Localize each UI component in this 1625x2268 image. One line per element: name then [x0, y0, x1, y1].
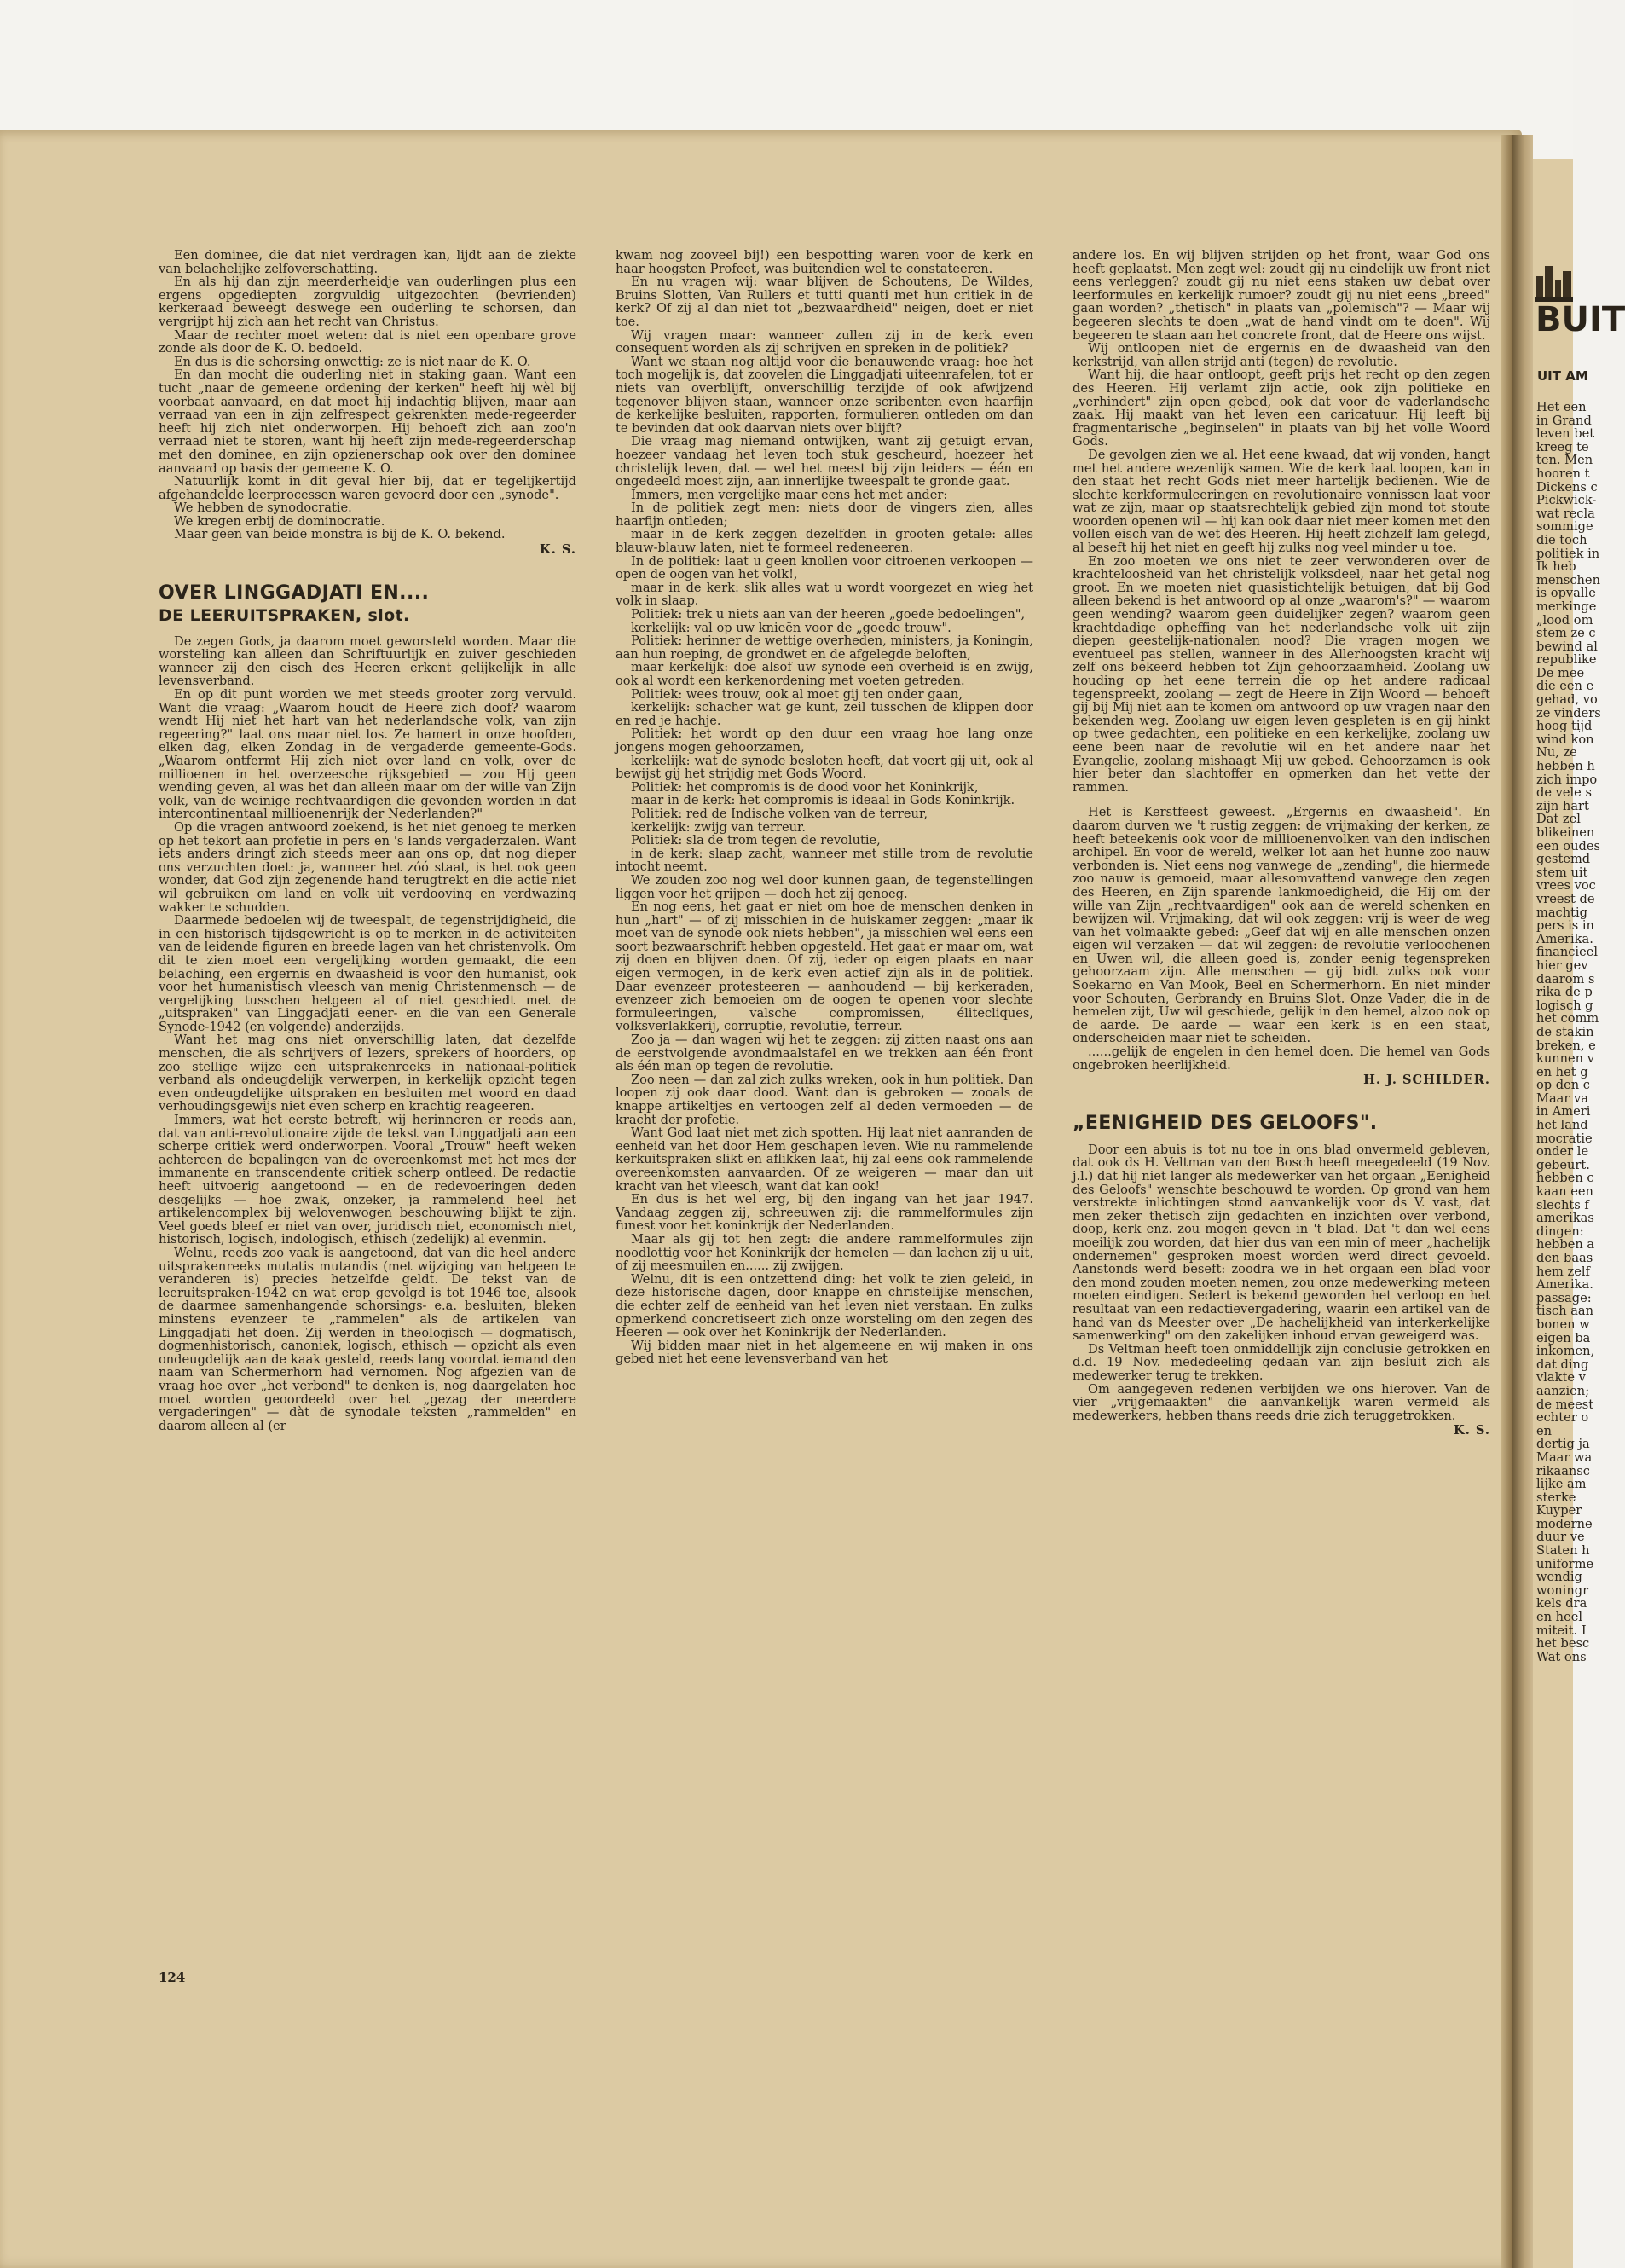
column-right: [1073, 249, 1490, 1929]
paragraph: maar in de kerk zeggen dezelfden in grooten getale: alles blauw-blauw laten, niet te formeel redeneeren.: [616, 527, 1033, 556]
edge-text-line: Amerika.: [1536, 1277, 1593, 1293]
edge-text-line: pers is in: [1536, 918, 1594, 934]
paragraph: Wij bidden maar niet in het algemeene en wij maken in ons gebed niet het eene levensverband van het: [616, 1338, 1033, 1367]
paragraph: Die vraag mag niemand ontwijken, want zij getuigt ervan, hoezeer vandaag het leven toch stuk gescheurd, hoezeer het christelijk leven, dat — wel het meest bij zijn leiders — één en ongedeeld moest zijn, aan innerlijke tweespalt te gronde gaat.: [616, 434, 1033, 489]
edge-text-line: de vele s: [1536, 785, 1592, 801]
edge-text-line: Pickwick-: [1536, 493, 1597, 508]
edge-text-line: hebben c: [1536, 1171, 1594, 1186]
edge-text-line: zich impo: [1536, 772, 1598, 787]
page-number: 124: [159, 1970, 186, 1985]
paragraph: Maar als gij tot hen zegt: die andere rammelformules zijn noodlottig voor het Koninkrijk der hemelen — dan lachen zij u uit, of zij meesmuilen en...... zij zwijgen.: [616, 1231, 1033, 1274]
edge-text-line: de stakin: [1536, 1024, 1594, 1039]
edge-text-line: wind kon: [1536, 732, 1594, 747]
edge-text-line: kels dra: [1536, 1596, 1587, 1611]
paragraph: Maar geen van beide monstra is bij de K. O. bekend.: [174, 527, 506, 542]
paragraph: En als hij dan zijn meerderheidje van ouderlingen plus een ergens opgediepten zorgvuldig uitgezochten (bevrienden) kerkeraad beweegt deswege een ouderling te schorsen, dan vergrijpt hij zich aan het recht van Christus.: [159, 275, 576, 329]
edge-text-line: onder le: [1536, 1144, 1589, 1160]
edge-text-line: rika de p: [1536, 985, 1593, 1000]
paragraph: kerkelijk: schacher wat ge kunt, zeil tusschen de klippen door en red je hachje.: [616, 700, 1033, 728]
edge-text-line: republike: [1536, 652, 1597, 668]
signature: K. S.: [1454, 1423, 1490, 1438]
article-body: [159, 635, 576, 1433]
edge-text-line: vlakte v: [1536, 1370, 1586, 1386]
edge-text-line: leven bet: [1536, 426, 1595, 442]
edge-text-line: Kuyper: [1536, 1503, 1582, 1519]
edge-text-line: gestemd: [1536, 852, 1591, 867]
skyline-icon: [1535, 259, 1573, 302]
masthead-title: BUIT: [1535, 300, 1625, 339]
edge-text-line: wendig: [1536, 1570, 1582, 1585]
paragraph: maar in de kerk: slik alles wat u wordt voorgezet en wieg het volk in slaap.: [616, 580, 1033, 609]
edge-text-line: kaan een: [1536, 1184, 1593, 1200]
edge-text-line: De mee: [1536, 665, 1585, 680]
edge-text-line: een oudes: [1536, 838, 1600, 853]
edge-text-line: het land: [1536, 1118, 1588, 1133]
paragraph: Welnu, dit is een ontzettend ding: het volk te zien geleid, in deze historische dagen, door knappe en christelijke menschen, die echter zelf de eenheid van het leven niet verstaan. En zulks opmerkend concretiseert zich onze worsteling om den zegen des Heeren — ook over het Koninkrijk der Nederlanden.: [616, 1271, 1033, 1340]
edge-text-line: Nu, ze: [1536, 745, 1577, 761]
paragraph: maar in de kerk: het compromis is ideaal in Gods Koninkrijk.: [631, 793, 1015, 808]
edge-text-line: bewind al: [1536, 639, 1598, 654]
edge-text-line: zijn hart: [1536, 798, 1589, 813]
paragraph: in de kerk: slaap zacht, wanneer met stille trom de revolutie intocht neemt.: [616, 846, 1033, 875]
edge-text-line: hebben a: [1536, 1237, 1595, 1253]
edge-text-line: die een e: [1536, 679, 1594, 694]
article-title: OVER LINGGADJATI EN....: [159, 581, 430, 604]
paragraph: Wij ontloopen niet de ergernis en de dwaasheid van den kerkstrijd, van allen strijd anti (tegen) de revolutie.: [1073, 341, 1490, 369]
edge-text-line: Amerika.: [1536, 931, 1593, 946]
paragraph: andere los. En wij blijven strijden op het front, waar God ons heeft geplaatst. Men zegt wel: zoudt gij nu eindelijk uw front niet eens verleggen? zoudt gij nu niet eens staken uw debat over leerformules en kerkelijk rumoer? zoudt gij nu niet eens „breed" gaan worden? „thetisch" in plaats van „polemisch"? — Maar wij begeeren slechts te doen „wat de hand vindt om te doen". Wij begeeren te staan aan het concrete front, dat de Heere ons wijst.: [1073, 248, 1490, 343]
paragraph: En dus is het wel erg, bij den ingang van het jaar 1947. Vandaag zeggen zij, schreeuwen zij: die rammelformules zijn funest voor het koninkrijk der Nederlanden.: [616, 1192, 1033, 1234]
edge-text-line: politiek in: [1536, 546, 1600, 561]
edge-text-line: in Ameri: [1536, 1104, 1591, 1120]
column-middle: [616, 249, 1033, 1971]
paragraph: kerkelijk: val op uw knieën voor de „goede trouw".: [631, 620, 951, 635]
edge-text-line: en heel: [1536, 1610, 1583, 1625]
edge-text-line: Staten h: [1536, 1543, 1590, 1559]
edge-text-line: woningr: [1536, 1582, 1589, 1598]
edge-text-line: miteit. I: [1536, 1623, 1587, 1638]
binding-gutter: [1512, 135, 1533, 2268]
second-article-title: „EENIGHEID DES GELOOFS".: [1073, 1112, 1378, 1134]
section-break: [1073, 794, 1490, 806]
edge-text-line: sterke: [1536, 1490, 1576, 1505]
edge-text-line: ten. Men: [1536, 453, 1593, 468]
edge-text-line: passage:: [1536, 1290, 1592, 1305]
edge-text-line: is opvalle: [1536, 586, 1596, 601]
paragraph: De zegen Gods, ja daarom moet geworsteld worden. Maar die worsteling kan alleen dan Schriftuurlijk en zuiver geschieden wanneer zij den eisch des Heeren erkent gelijkelijk in alle levensverband.: [159, 634, 576, 689]
edge-text-line: op den c: [1536, 1078, 1590, 1093]
edge-text-line: amerikas: [1536, 1211, 1594, 1226]
edge-text-line: lijke am: [1536, 1477, 1587, 1492]
edge-text-line: hier gev: [1536, 958, 1588, 973]
edge-text-line: slechts f: [1536, 1197, 1589, 1212]
paragraph: Door een abuis is tot nu toe in ons blad onvermeld gebleven, dat ook ds H. Veltman van den Bosch heeft meegedeeld (19 Nov. j.l.) dat hij niet langer als medewerker van het orgaan „Eenigheid des Geloofs" wenschte beschouwd te worden. Op grond van hem verstrekte inlichtingen stond aanvankelijk voor ds V. vast, dat men zeker thetisch zijn gedachten en inzichten over verbond, doop, kerk enz. zou mogen geven in 't blad. Dat 't dan wel eens moeilijk zou worden, dat hier dus van een min of meer „hachelijk ondernemen" gesproken moest worden werd direct gevoeld. Aanstonds werd beseft: zoodra we in het orgaan een blad voor den mond zouden moeten nemen, zou onze medewerking meteen moeten eindigen. Sedert is bekend geworden het verloop en het resultaat van een redactievergadering, waarin een artikel van de hand van ds Meester over „De hachelijkheid van interkerkelijke samenwerking" om den zakelijken inhoud ervan geweigerd was.: [1073, 1142, 1490, 1344]
edge-text-line: ze vinders: [1536, 705, 1601, 720]
paragraph: kwam nog zooveel bij!) een bespotting waren voor de kerk en haar hoogsten Profeet, was buitendien wel te constateeren.: [616, 248, 1033, 276]
edge-text-line: uniforme: [1536, 1556, 1594, 1571]
edge-text-line: logisch g: [1536, 998, 1593, 1013]
paragraph: Het is Kerstfeest geweest. „Ergernis en dwaasheid". En daarom durven we 't rustig zeggen: de vrijmaking der kerken, ze heeft beteekenis ook voor de millioenenvolken van den indischen archipel. En voor de wereld, welker lot aan het hunne zoo nauw verbonden is. Niet eens nog vanwege de „zending", die hiermede zoo nauw is gemoeid, maar allesomvattend vanwege den zegen des Heeren, en Zijn sparende lankmoedigheid, die Hij om der wille van Zijn „rechtvaardigen" ook aan de wereld schenken en bewijzen wil. Vrijmaking, dat wil ook zeggen: vrij is weer de weg van het volmaakte gebed: „Geef dat wij en alle menschen onzen eigen wil verzaken — dat wil zeggen: de revolutie verloochenen en Uwen wil, die alleen goed is, zonder eenig tegenspreken gehoorzaam zijn. Alle menschen — gij bidt zulks ook voor Soekarno en Van Mook, Beel en Schermerhorn. En niet minder voor Schouten, Gerbrandy en Bruins Slot. Onze Vader, die in de hemelen zijt, Uw wil geschiede, gelijk in den hemel, alzoo ook op de aarde. De aarde — waar een kerk is en een staat, onderscheiden maar niet te scheiden.: [1073, 805, 1490, 1046]
paragraph: Ds Veltman heeft toen onmiddellijk zijn conclusie getrokken en d.d. 19 Nov. mededeeling gedaan van zijn besluit zich als medewerker terug te trekken.: [1073, 1341, 1490, 1383]
edge-text-line: Maar wa: [1536, 1449, 1593, 1465]
edge-text-line: gehad, vo: [1536, 692, 1598, 708]
edge-text-line: „lood om: [1536, 612, 1593, 628]
edge-text-line: in Grand: [1536, 413, 1592, 428]
edge-text-line: daarom s: [1536, 971, 1595, 986]
edge-text-line: echter o: [1536, 1410, 1589, 1426]
section-title: UIT AM: [1537, 368, 1588, 384]
paragraph: Natuurlijk komt in dit geval hier bij, dat er tegelijkertijd afgehandelde leerprocessen waren gevoerd door een „synode".: [159, 474, 576, 502]
edge-text-line: blikeinen: [1536, 825, 1595, 840]
paragraph: Maar de rechter moet weten: dat is niet een openbare grove zonde als door de K. O. bedoeld.: [159, 327, 576, 356]
edge-text-line: moderne: [1536, 1516, 1593, 1531]
edge-text-line: stem uit: [1536, 865, 1588, 880]
edge-text-line: en: [1536, 1423, 1553, 1438]
paragraph: Politiek: het compromis is de dood voor het Koninkrijk,: [631, 779, 979, 795]
paragraph: Want hij, die haar ontloopt, geeft prijs het recht op den zegen des Heeren. Hij verlamt zijn actie, ook zijn politieke en „verhindert" zijn open gebed, ook dat voor de vaderlandsche zaak. Hij maakt van het leven een caricatuur. Hij leeft bij fragmentarische „beginselen" in plaats van bij het volle Woord Gods.: [1073, 367, 1490, 449]
paragraph: Politiek: red de Indische volken van de terreur,: [631, 806, 928, 821]
paragraph: Daarmede bedoelen wij de tweespalt, de tegenstrijdigheid, die in een historisch tijdsgewricht is op te merken in de activiteiten van de leidende figuren en breede lagen van het christenvolk. Om dit te zien moet een vergelijking worden gemaakt, die een belaching, een ergernis en dwaasheid is voor den humanist, ook voor het humanistisch vleesch van menig Christenmensch — de vergelijking tusschen hetgeen al of niet geschiedt met de „uitspraken" van Linggadjati eener- en die van een Generale Synode-1942 (en volgende) anderzijds.: [159, 913, 576, 1034]
paragraph: Welnu, reeds zoo vaak is aangetoond, dat van die heel andere uitsprakenreeks mutatis mutandis (met wijziging van hetgeen te veranderen is) precies hetzelfde geldt. De tekst van de leeruitspraken-1942 en wat erop gevolgd is tot 1946 toe, alsook de daarmee samenhangende schorsings- e.a. besluiten, bleken minstens evenzeer te „rammelen" als de artikelen van Linggadjati het doen. Zij werden in theologisch — dogmatisch, dogmenhistorisch, canoniek, logisch, ethisch — opzicht als even ondeugdelijk aan de kaak gesteld, reeds lang voordat iemand den naam van Schermerhorn had vernomen. Nog afgezien van de vraag hoe over „het verbond" te denken is, nog daargelaten hoe moet worden geoordeeld over het „gezag der meerdere vergaderingen" — dàt de synodale teksten „rammelden" en daarom alleen al (er: [159, 1245, 576, 1433]
edge-text-line: rikaansc: [1536, 1463, 1590, 1478]
edge-text-line: Dat zel: [1536, 812, 1581, 827]
paragraph: We kregen erbij de dominocratie.: [174, 513, 385, 529]
edge-text-line: breken, e: [1536, 1038, 1596, 1053]
edge-text-line: gebeurt.: [1536, 1157, 1590, 1172]
paragraph: En nu vragen wij: waar blijven de Schoutens, De Wildes, Bruins Slotten, Van Rullers et tutti quanti met hun critiek in de kerk? Of zij al dan niet tot „bezwaardheid" neigen, doet er niet toe.: [616, 275, 1033, 329]
paragraph: Politiek: herinner de wettige overheden, ministers, ja Koningin, aan hun roeping, de grondwet en de afgelegde beloften,: [616, 634, 1033, 662]
edge-text-line: Wat ons: [1536, 1649, 1587, 1664]
paragraph: Op die vragen antwoord zoekend, is het niet genoeg te merken op het tekort aan profetie in pers en 's lands vergaderzalen. Want iets anders dringt zich steeds meer aan ons op, dat nog dieper ons verzuchten doet: ja, wanneer het zóó staat, is het ook geen wonder, dat God zijn zegenende hand terugtrekt en die actie niet wil gebruiken om land en volk uit verdooving en verdwazing wakker te schudden.: [159, 819, 576, 915]
edge-text-line: hoog tijd: [1536, 719, 1593, 734]
paragraph: Politiek: het wordt op den duur een vraag hoe lang onze jongens mogen gehoorzamen,: [616, 726, 1033, 755]
edge-text-line: machtig: [1536, 905, 1587, 920]
paragraph: Wij vragen maar: wanneer zullen zij in de kerk even consequent worden als zij schrijven en spreken in de politiek?: [616, 327, 1033, 356]
edge-text-line: hem zelf: [1536, 1264, 1590, 1279]
edge-text-line: en het g: [1536, 1064, 1588, 1079]
paragraph: Om aangegeven redenen verbijden we ons hierover. Van de vier „vrijgemaakten" die aanvankelijk waren vermeld als medewerkers, hebben thans reeds drie zich teruggetrokken.: [1073, 1381, 1490, 1423]
paragraph: En dan mocht die ouderling niet in staking gaan. Want een tucht „naar de gemeene ordening der kerken" heeft hij wèl bij voorbaat aanvaard, en dat moet hij indachtig blijven, maar aan verraad van een in zijn zelfrespect gekrenkten mede-regeerder heeft hij zich niet onderworpen. Hij behoeft zich aan zoo'n verraad niet te storen, want hij heeft zijn mede-regeerderschap met den dominee, en zijn opzienerschap ook over den dominee aanvaard op basis der gemeene K. O.: [159, 367, 576, 476]
edge-text-line: mocratie: [1536, 1131, 1593, 1146]
edge-text-line: duur ve: [1536, 1530, 1585, 1545]
paragraph: In de politiek: laat u geen knollen voor citroenen verkoopen — open de oogen van het volk!,: [616, 553, 1033, 582]
edge-text-line: bonen w: [1536, 1316, 1590, 1332]
paragraph: En zoo moeten we ons niet te zeer verwonderen over de krachteloosheid van het christelijk volksdeel, naar het getal nog groot. En we moeten niet quasistichtelijk betuigen, dat bij God alleen bekend is het antwoord op al onze „waarom's?" — waarom geen wending? waarom geen duidelijker zegen? waarom geen krachtdadige opheffing van het nederlandsche volk uit zijn diepen geestelijk-nationalen nood? Die vragen mogen we eventueel pas stellen, wanneer in des Allerhoogsten kracht wij zelf ons bekeerd hebben tot Zijn gehoorzaamheid. Zoolang uw houding op het eene terrein die op het andere radicaal tegenspreekt, zoolang — zegt de Heere in Zijn Woord — behoeft gij bij Mij niet aan te komen om antwoord op uw vragen naar den bekenden weg. Zoolang uw eigen leven gespleten is en gij hinkt op twee gedachten, een politieke en een kerkelijke, zoolang uw eene been naar de revolutie wil en het andere naar het Evangelie, zoolang mishaagt Mij uw gebed. Gehoorzamen is ook hier beter dan slachtoffer en opmerken dan het vette der rammen.: [1073, 553, 1490, 795]
intro-paragraphs: [159, 249, 576, 557]
edge-text-line: die toch: [1536, 532, 1587, 547]
signature: H. J. SCHILDER.: [1363, 1073, 1490, 1088]
paragraph: Immers, wat het eerste betreft, wij herinneren er reeds aan, dat van anti-revolutionaire zijde de tekst van Linggadjati aan een scherpe critiek werd onderworpen. Vooral „Trouw" heeft weken achtereen de bepalingen van de overeenkomst met het mes der immanente en transcendente critiek scherp ontleed. De redactie heeft uitvoerig aangetoond — en de redevoeringen deden desgelijks — hoe zwak, onzeker, ja rammelend heel het artikelencomplex bij welovenwogen beschouwing blijkt te zijn. Veel goeds bleef er niet van over, juridisch niet, economisch niet, historisch, logisch, indologisch, ethisch (zedelijk) al evenmin.: [159, 1113, 576, 1247]
paragraph: Want het mag ons niet onverschillig laten, dat dezelfde menschen, die als schrijvers of lezers, sprekers of hoorders, op zoo stellige wijze een uitsprakenreeks in nationaal-politiek verband als ondeugdelijk verwerpen, in kerkelijk opzicht tegen even ondeugdelijke uitspraken en besluiten met woord en daad verhoudingsgewijs niet even scherp en krachtig reageeren.: [159, 1033, 576, 1114]
edge-text-line: dat ding: [1536, 1357, 1589, 1372]
edge-text-line: merkinge: [1536, 599, 1597, 614]
edge-text-line: dingen:: [1536, 1224, 1584, 1239]
paragraph: De gevolgen zien we al. Het eene kwaad, dat wij vonden, hangt met het andere wezenlijk samen. Wie de kerk laat loopen, kan in den staat het recht Gods niet meer hartelijk bedienen. Wie de slechte kerkformuleeringen en revolutionaire vonnissen laat voor wat ze zijn, maar op staatsrechtelijk gebied zijn mond tot stoute woorden openen wil — hij kan ook daar niet meer komen met den vollen eisch van de wet des Heeren. Hij heeft zichzelf lam gelegd, al beseft hij het niet en geeft hij zulks nog veel minder u toe.: [1073, 447, 1490, 556]
paragraph: In de politiek zegt men: niets door de vingers zien, alles haarfijn ontleden;: [616, 500, 1033, 529]
edge-text-line: den baas: [1536, 1251, 1593, 1265]
edge-text-line: het comm: [1536, 1011, 1599, 1027]
paragraph: Politiek: trek u niets aan van der heeren „goede bedoelingen",: [631, 607, 1026, 622]
edge-text-line: sommige: [1536, 519, 1593, 535]
article-heading: [159, 582, 576, 627]
edge-text-line: vreest de: [1536, 891, 1595, 906]
paragraph: maar kerkelijk: doe alsof uw synode een overheid is en zwijg, ook al wordt een kerkenordening met voeten getreden.: [616, 660, 1033, 688]
edge-text-line: Dickens c: [1536, 479, 1598, 495]
paragraph: We zouden zoo nog wel door kunnen gaan, de tegenstellingen liggen voor het grijpen — doch het zij genoeg.: [616, 872, 1033, 901]
edge-text-line: Maar va: [1536, 1091, 1588, 1106]
paragraph: Zoo neen — dan zal zich zulks wreken, ook in hun politiek. Dan loopen zij ook daar dood. Want dan is gebroken — zooals de knappe artikeltjes en vertoogen zelf al deden vermoeden — de kracht der profetie.: [616, 1072, 1033, 1127]
next-page-text: [1536, 400, 1601, 1935]
edge-text-line: vrees voc: [1536, 878, 1596, 894]
second-article-heading: [1073, 1113, 1490, 1135]
edge-text-line: inkomen,: [1536, 1344, 1595, 1359]
edge-text-line: de meest: [1536, 1397, 1594, 1412]
paragraph: kerkelijk: wat de synode besloten heeft, dat voert gij uit, ook al bewijst gij het strijdig met Gods Woord.: [616, 753, 1033, 782]
paragraph: En op dit punt worden we met steeds grooter zorg vervuld. Want die vraag: „Waarom houdt de Heere zich doof? waarom wendt Hij niet het hart van het nederlandsche volk, van zijn regeering?" laat ons maar niet los. Ze hamert in onze hoofden, elken dag, elken Zondag in de vergaderde gemeente-Gods. „Waarom ontfermt Hij zich niet over land en volk, over de millioenen in het overzeesche rijksgebied — zou Hij geen wending geven, al was het dan alleen maar om der wille van Zijn volk, van de weinige rechtvaardigen die gevonden worden in dat intercontinentaal millioenenrijk der Nederlanden?": [159, 687, 576, 822]
edge-text-line: hebben h: [1536, 759, 1595, 774]
edge-text-line: stem ze c: [1536, 626, 1596, 641]
paragraph: kerkelijk: zwijg van terreur.: [631, 819, 807, 835]
paragraph: En dus is die schorsing onwettig: ze is niet naar de K. O.: [174, 354, 531, 369]
paragraph: Want God laat niet met zich spotten. Hij laat niet aanranden de eenheid van het door Hem geschapen leven. Wie nu rammelende kerkuitspraken slikt en aflikken laat, hij zal eens ook rammelende overeenkomsten aanvaarden. Of ze weigeren — maar dan uit kracht van het vleesch, want dat kan ook!: [616, 1125, 1033, 1194]
edge-text-line: tisch aan: [1536, 1304, 1594, 1319]
paragraph: Immers, men vergelijke maar eens het met ander:: [631, 487, 948, 502]
paragraph: Politiek: sla de trom tegen de revolutie,: [631, 833, 881, 848]
edge-text-line: eigen ba: [1536, 1330, 1591, 1345]
article-subtitle: DE LEERUITSPRAKEN, slot.: [159, 605, 410, 625]
paragraph: Politiek: wees trouw, ook al moet gij ten onder gaan,: [631, 686, 963, 702]
edge-text-line: dertig ja: [1536, 1437, 1590, 1452]
edge-text-line: het besc: [1536, 1636, 1590, 1652]
paragraph: En nog eens, het gaat er niet om hoe de menschen denken in hun „hart" — of zij misschien in de huiskamer zeggen: „maar ik moet van de synode ook niets hebben", ja misschien wel eens een soort bezwaarschrift hebben opgesteld. Het gaat er maar om, wat zij doen en blijven doen. Of zij, ieder op eigen plaats en naar eigen vermogen, in de kerk even actief zijn als in de politiek. Daar evenzeer protesteeren — aanhoudend — bij kerkeraden, evenzeer zich bemoeien om de oogen te openen voor slechte formuleeringen, valsche compromissen, élitecliques, volksverlakkerij, corruptie, revolutie, terreur.: [616, 900, 1033, 1034]
paragraph: Een dominee, die dat niet verdragen kan, lijdt aan de ziekte van belachelijke zelfoverschatting.: [159, 248, 576, 276]
paragraph: ......gelijk de engelen in den hemel doen. Die hemel van Gods ongebroken heerlijkheid.: [1073, 1044, 1490, 1073]
edge-text-line: kunnen v: [1536, 1051, 1594, 1067]
edge-text-line: Het een: [1536, 400, 1587, 414]
paragraph: We hebben de synodocratie.: [174, 500, 352, 516]
edge-text-line: hooren t: [1536, 466, 1590, 481]
edge-text-line: wat recla: [1536, 506, 1595, 521]
edge-text-line: kreeg te: [1536, 439, 1589, 454]
edge-text-line: financieel: [1536, 945, 1599, 960]
paragraph: Want we staan nog altijd voor die benauwende vraag: hoe het toch mogelijk is, dat zoovelen die Linggadjati uiteenrafelen, tot er niets van overblijft, onverschillig terzijde of ook afwijzend tegenover blijven staan, wanneer onze scribenten even haarfijn de kerkelijke besluiten, rapporten, formulieren ontleden om dan te bevinden dat ook daarvan niets over blijft?: [616, 354, 1033, 436]
signature: K. S.: [540, 542, 576, 558]
edge-text-line: aanzien;: [1536, 1383, 1590, 1398]
paragraph: Zoo ja — dan wagen wij het te zeggen: zij zitten naast ons aan de eerstvolgende avondmaalstafel en we trekken aan één front als één man op tegen de revolutie.: [616, 1033, 1033, 1074]
edge-text-line: menschen: [1536, 572, 1600, 587]
edge-text-line: Ik heb: [1536, 559, 1576, 575]
column-left: [159, 249, 576, 1954]
page-edge: [1501, 135, 1512, 2268]
